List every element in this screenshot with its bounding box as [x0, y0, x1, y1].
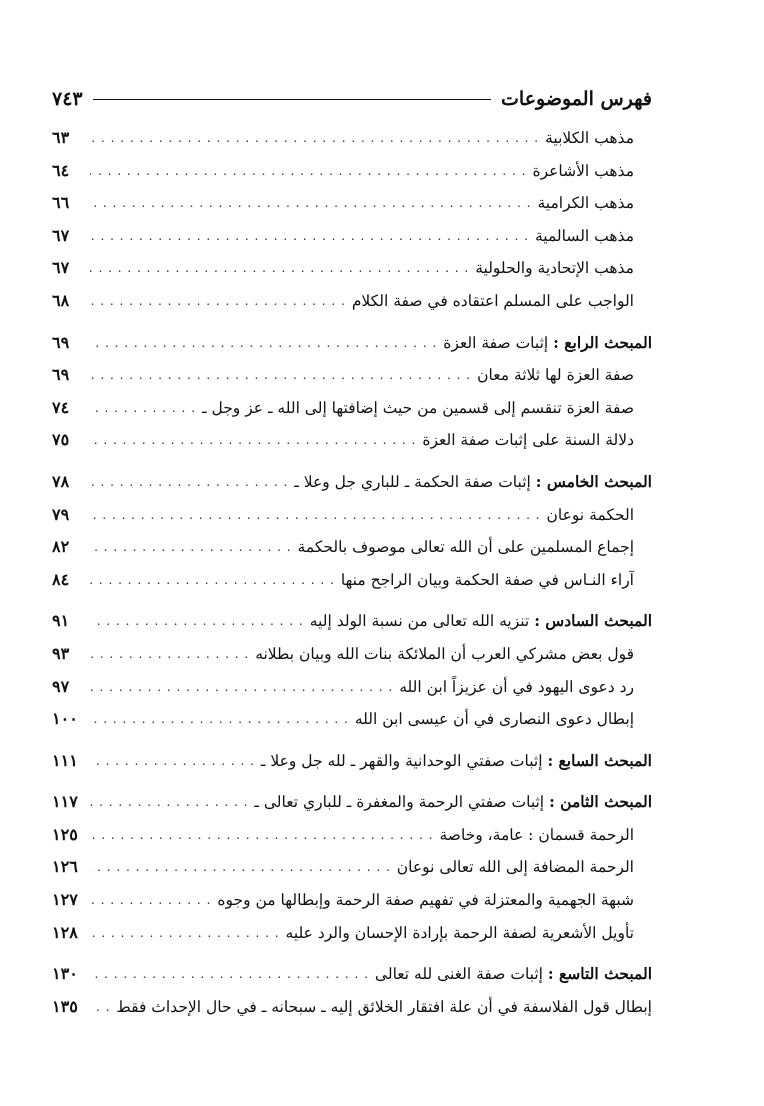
section-label: المبحث السادس : [534, 611, 652, 631]
entry-text: آراء النـاس في صفة الحكمة وبيان الراجح منها [340, 570, 634, 589]
entry-text: مذهب الكرامية [537, 194, 634, 213]
toc-entry [52, 187, 652, 220]
toc-section-heading [52, 958, 652, 991]
section-label: المبحث الخامس : [535, 471, 652, 491]
toc-entry [52, 499, 652, 532]
entry-text: تنزيه الله تعالى من نسبة الولد إليه [309, 612, 530, 631]
entry-text: الرحمة قسمان : عامة، وخاصة [439, 825, 634, 844]
toc-entry-title [547, 499, 634, 532]
entry-text: إبطال قول الفلاسفة في أن علة افتقار الخلائق إليه ـ سبحانه ـ في حال الإحداث فقط [116, 997, 652, 1016]
toc-entry-title [352, 285, 634, 318]
toc-section-heading [52, 786, 652, 819]
entry-text: إثبات صفة الحكمة ـ للباري جل وعلا ـ [294, 472, 531, 491]
toc-entry-title [217, 884, 634, 917]
dot-leader [90, 991, 110, 1024]
toc-entry-title [310, 605, 652, 638]
entry-page-number: ٩٣ [52, 643, 70, 663]
dot-leader [90, 327, 437, 360]
toc-entry-title [443, 327, 652, 360]
entry-text: مذهب السالمية [534, 226, 634, 245]
entry-page-number: ١٣٠ [52, 964, 78, 984]
entry-text: إجماع المسلمين على أن الله تعالى موصوف بالحكمة [297, 538, 634, 557]
entry-page-number: ٦٦ [52, 193, 70, 213]
entry-text: الحكمة نوعان [546, 505, 634, 524]
entry-page-number: ١٣٥ [52, 996, 78, 1016]
toc-section-heading [52, 605, 652, 638]
entry-text: قول بعض مشركي العرب أن الملائكة بنات الله وبيان بطلانه [255, 644, 634, 663]
toc-entry [52, 884, 652, 917]
entry-page-number: ٦٩ [52, 365, 70, 385]
dot-leader [90, 786, 248, 819]
entry-text: إبطال دعوى النصارى في أن عيسى ابن الله [354, 710, 634, 729]
toc-entry [52, 851, 652, 884]
toc-entry [52, 917, 652, 950]
toc-entry-title [475, 252, 634, 285]
toc-entry [52, 819, 652, 852]
table-of-contents [52, 122, 652, 1023]
entry-page-number: ٦٤ [52, 160, 70, 180]
toc-entry [52, 991, 652, 1024]
dot-leader [90, 392, 196, 425]
toc-entry-title [202, 392, 634, 425]
entry-page-number: ٦٧ [52, 258, 70, 278]
dot-leader [90, 424, 416, 457]
entry-page-number: ٧٤ [52, 397, 70, 417]
entry-page-number: ٦٧ [52, 225, 70, 245]
entry-page-number: ٧٩ [52, 504, 70, 524]
toc-entry [52, 392, 652, 425]
entry-page-number: ٨٢ [52, 537, 70, 557]
dot-leader [90, 917, 280, 950]
toc-entry-title [477, 359, 634, 392]
entry-page-number: ١٢٧ [52, 890, 78, 910]
toc-entry [52, 638, 652, 671]
dot-leader [90, 605, 304, 638]
toc-entry-title [298, 531, 634, 564]
toc-entry-title [261, 745, 652, 778]
dot-leader [90, 851, 391, 884]
section-label: المبحث السابع : [547, 750, 652, 770]
entry-text: إثبات صفتي الرحمة والمغفرة ـ للباري تعالى ـ [254, 793, 545, 812]
toc-entry [52, 252, 652, 285]
dot-leader [90, 958, 369, 991]
dot-leader [90, 220, 529, 253]
toc-entry-title [341, 564, 634, 597]
toc-entry-title [116, 991, 652, 1024]
entry-page-number: ٦٨ [52, 290, 70, 310]
dot-leader [90, 466, 288, 499]
toc-entry-title [535, 220, 634, 253]
section-label: المبحث الرابع : [553, 332, 652, 352]
toc-entry [52, 703, 652, 736]
entry-page-number: ١٢٨ [52, 922, 78, 942]
entry-page-number: ٧٥ [52, 430, 70, 450]
toc-entry [52, 359, 652, 392]
running-title: فهرس الموضوعات [501, 88, 652, 110]
entry-text: شبهة الجهمية والمعتزلة في تفهيم صفة الرحمة وإبطالها من وجوه [217, 891, 634, 910]
section-label: المبحث التاسع : [547, 964, 652, 984]
entry-text: تأويل الأشعرية لصفة الرحمة بإرادة الإحسان والرد عليه [285, 923, 634, 942]
toc-entry [52, 285, 652, 318]
entry-text: الواجب على المسلم اعتقاده في صفة الكلام [351, 291, 634, 310]
entry-page-number: ٧٨ [52, 471, 70, 491]
toc-entry-title [399, 671, 634, 704]
entry-text: مذهب الكلابية [545, 129, 634, 147]
toc-entry-title [439, 819, 634, 852]
entry-page-number: ١١٧ [52, 792, 78, 812]
toc-entry [52, 531, 652, 564]
toc-entry-title [355, 703, 634, 736]
dot-leader [90, 884, 211, 917]
entry-text: الرحمة المضافة إلى الله تعالى نوعان [396, 858, 634, 877]
dot-leader [90, 359, 471, 392]
toc-entry-title [545, 122, 634, 155]
toc-section-heading [52, 466, 652, 499]
entry-text: مذهب الأشاعرة [532, 161, 634, 180]
toc-entry [52, 220, 652, 253]
toc-section-heading [52, 745, 652, 778]
dot-leader [90, 187, 532, 220]
entry-page-number: ١٢٦ [52, 857, 78, 877]
toc-entry-title [255, 638, 634, 671]
entry-text: إثبات صفتي الوحدانية والقهر ـ لله جل وعلا ـ [260, 751, 543, 770]
toc-entry [52, 122, 652, 155]
dot-leader [90, 285, 346, 318]
toc-entry-title [532, 155, 634, 188]
entry-page-number: ٦٣ [52, 128, 70, 147]
toc-section-heading [52, 327, 652, 360]
entry-text: إثبات صفة العزة [443, 333, 549, 352]
dot-leader [90, 122, 539, 155]
toc-entry-title [286, 917, 634, 950]
header-rule [93, 99, 491, 100]
dot-leader [90, 671, 393, 704]
dot-leader [90, 819, 433, 852]
dot-leader [90, 155, 526, 188]
toc-entry-title [294, 466, 652, 499]
toc-entry-title [538, 187, 635, 220]
toc-entry [52, 671, 652, 704]
entry-page-number: ١٢٥ [52, 824, 78, 844]
dot-leader [90, 564, 335, 597]
dot-leader [90, 638, 249, 671]
toc-entry [52, 564, 652, 597]
section-label: المبحث الثامن : [549, 792, 652, 812]
entry-text: صفة العزة تنقسم إلى قسمين من حيث إضافتها إلى الله ـ عز وجل ـ [202, 398, 634, 417]
entry-page-number: ٩٧ [52, 676, 70, 696]
dot-leader [90, 703, 349, 736]
page-header [52, 84, 652, 114]
dot-leader [90, 499, 541, 532]
entry-text: دلالة السنة على إثبات صفة العزة [422, 431, 634, 450]
entry-text: صفة العزة لها ثلاثة معان [477, 366, 634, 385]
entry-page-number: ٦٩ [52, 332, 70, 352]
dot-leader [90, 252, 469, 285]
toc-entry-title [254, 786, 652, 819]
entry-page-number: ١١١ [52, 750, 78, 770]
entry-page-number: ٩١ [52, 611, 70, 631]
entry-text: رد دعوى اليهود في أن عزيزاً ابن الله [399, 677, 634, 696]
entry-page-number: ٨٤ [52, 569, 70, 589]
entry-text: مذهب الإتحادية والحلولية [475, 259, 634, 278]
dot-leader [90, 745, 255, 778]
dot-leader [90, 531, 292, 564]
entry-text: إثبات صفة الغنى لله تعالى [374, 965, 543, 984]
entry-page-number: ١٠٠ [52, 709, 78, 729]
toc-entry-title [375, 958, 652, 991]
page-number: ٧٤٣ [52, 88, 83, 110]
toc-entry [52, 424, 652, 457]
toc-entry-title [397, 851, 634, 884]
toc-entry [52, 155, 652, 188]
toc-entry-title [422, 424, 634, 457]
